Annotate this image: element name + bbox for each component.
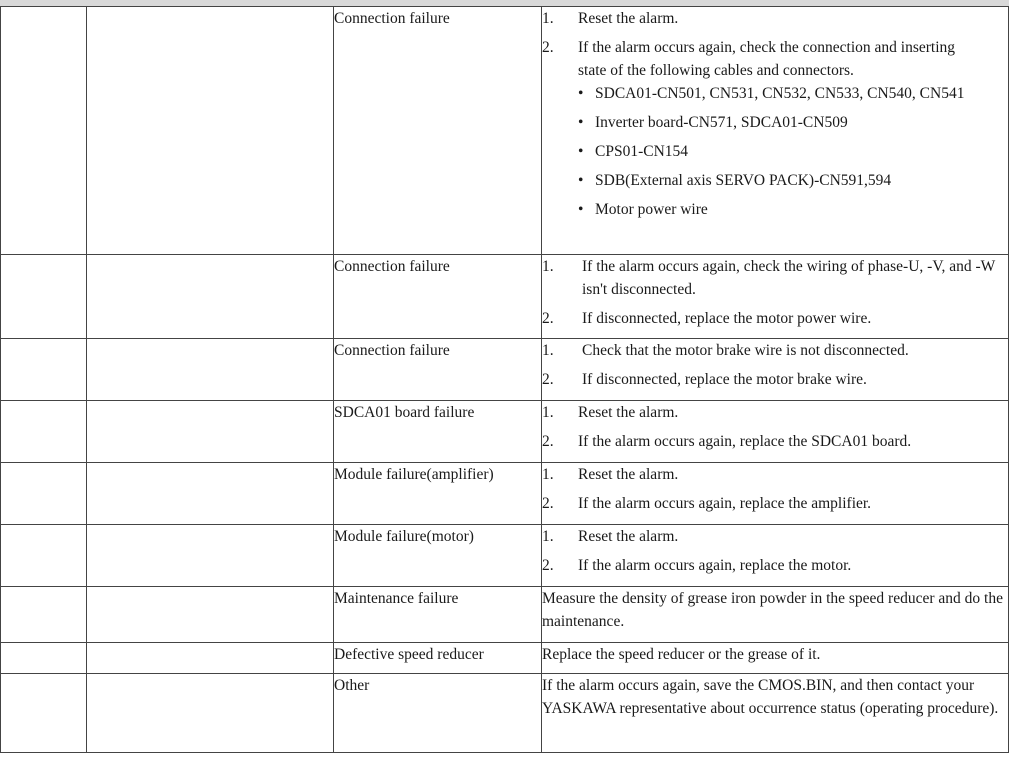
cause-cell xyxy=(334,525,542,587)
remedy-cell xyxy=(542,255,1009,339)
remedy-steps xyxy=(542,463,1008,515)
remedy-step: 2. If the alarm occurs again, replace the SDCA01 board. xyxy=(542,433,912,450)
remedy-step: 1. Check that the motor brake wire is not disconnected. xyxy=(542,342,909,359)
cause-cell xyxy=(334,255,542,339)
remedy-cell xyxy=(542,401,1009,463)
remedy-step: 1. Reset the alarm. xyxy=(542,10,679,27)
cause-cell xyxy=(334,339,542,401)
alarm-number-cell xyxy=(1,255,87,339)
remedy-steps xyxy=(542,255,1008,330)
table-row xyxy=(1,525,1009,587)
remedy-steps xyxy=(542,525,1008,577)
list-item: • CPS01-CN154 xyxy=(578,140,986,163)
alarm-number-cell xyxy=(1,525,87,587)
remedy-step: 2. If the alarm occurs again, check the connection and inserting state of the following cables and connectors. • SDCA01-CN501, CN531, CN532, CN533, CN540, CN541 • Inverter board-CN571, SDCA01-CN509 • CPS01-CN154 • SDB(External axis SERVO PACK)-CN591,594 • Motor power wire xyxy=(542,36,986,221)
cause-cell xyxy=(334,674,542,753)
cause-cell xyxy=(334,401,542,463)
remedy-steps xyxy=(542,339,1008,391)
cause-cell xyxy=(334,463,542,525)
table-row xyxy=(1,674,1009,753)
remedy-text: If the alarm occurs again, save the CMOS.BIN, and then contact your YASKAWA representative about occurrence status (operating procedure). xyxy=(542,677,999,717)
remedy-step: 2. If disconnected, replace the motor power wire. xyxy=(542,310,872,327)
remedy-cell xyxy=(542,587,1009,643)
alarm-name-cell xyxy=(87,525,334,587)
alarm-name-cell xyxy=(87,255,334,339)
alarm-name-cell xyxy=(87,643,334,674)
cause-cell xyxy=(334,7,542,255)
cause-cell xyxy=(334,587,542,643)
remedy-step: 2. If the alarm occurs again, replace the amplifier. xyxy=(542,495,872,512)
table-row xyxy=(1,643,1009,674)
bullet-icon: • xyxy=(578,201,584,218)
cause-text: SDCA01 board failure xyxy=(334,404,475,421)
remedy-cell xyxy=(542,339,1009,401)
bullet-icon: • xyxy=(578,114,584,131)
list-item: • SDB(External axis SERVO PACK)-CN591,594 xyxy=(578,169,986,192)
alarm-number-cell xyxy=(1,7,87,255)
cause-cell xyxy=(334,643,542,674)
remedy-step: 1. Reset the alarm. xyxy=(542,404,679,421)
remedy-steps xyxy=(542,7,986,221)
remedy-cell xyxy=(542,525,1009,587)
remedy-cell xyxy=(542,674,1009,753)
cause-text: Maintenance failure xyxy=(334,590,459,607)
table-row xyxy=(1,7,1009,255)
table-row xyxy=(1,401,1009,463)
alarm-name-cell xyxy=(87,7,334,255)
remedy-cell xyxy=(542,463,1009,525)
connector-list xyxy=(578,82,986,221)
table-row xyxy=(1,339,1009,401)
remedy-text: Replace the speed reducer or the grease of it. xyxy=(542,646,821,663)
bullet-icon: • xyxy=(578,85,584,102)
list-item: • SDCA01-CN501, CN531, CN532, CN533, CN540, CN541 xyxy=(578,82,986,105)
alarm-remedy-table xyxy=(0,6,1009,753)
cause-text: Other xyxy=(334,677,370,694)
alarm-name-cell xyxy=(87,339,334,401)
list-item: • Inverter board-CN571, SDCA01-CN509 xyxy=(578,111,986,134)
alarm-name-cell xyxy=(87,587,334,643)
cause-text: Module failure(motor) xyxy=(334,528,474,545)
remedy-step: 1. Reset the alarm. xyxy=(542,528,679,545)
alarm-name-cell xyxy=(87,401,334,463)
alarm-number-cell xyxy=(1,674,87,753)
alarm-number-cell xyxy=(1,401,87,463)
table-row xyxy=(1,463,1009,525)
remedy-cell xyxy=(542,643,1009,674)
bullet-icon: • xyxy=(578,143,584,160)
remedy-step: 1. If the alarm occurs again, check the wiring of phase-U, -V, and -W isn't disconnected. xyxy=(542,258,996,298)
cause-text: Defective speed reducer xyxy=(334,646,484,663)
cause-text: Module failure(amplifier) xyxy=(334,466,494,483)
alarm-number-cell xyxy=(1,339,87,401)
alarm-name-cell xyxy=(87,674,334,753)
alarm-number-cell xyxy=(1,643,87,674)
list-item: • Motor power wire xyxy=(578,198,986,221)
remedy-step: 2. If disconnected, replace the motor brake wire. xyxy=(542,371,867,388)
bullet-icon: • xyxy=(578,172,584,189)
table-row xyxy=(1,255,1009,339)
remedy-steps xyxy=(542,401,1008,453)
remedy-step: 1. Reset the alarm. xyxy=(542,466,679,483)
cause-text: Connection failure xyxy=(334,10,450,27)
cause-text: Connection failure xyxy=(334,258,450,275)
table-row xyxy=(1,587,1009,643)
remedy-cell xyxy=(542,7,1009,255)
alarm-name-cell xyxy=(87,463,334,525)
cause-text: Connection failure xyxy=(334,342,450,359)
alarm-number-cell xyxy=(1,463,87,525)
remedy-step: 2. If the alarm occurs again, replace the motor. xyxy=(542,557,852,574)
remedy-text: Measure the density of grease iron powder in the speed reducer and do the maintenance. xyxy=(542,590,1003,630)
alarm-number-cell xyxy=(1,587,87,643)
